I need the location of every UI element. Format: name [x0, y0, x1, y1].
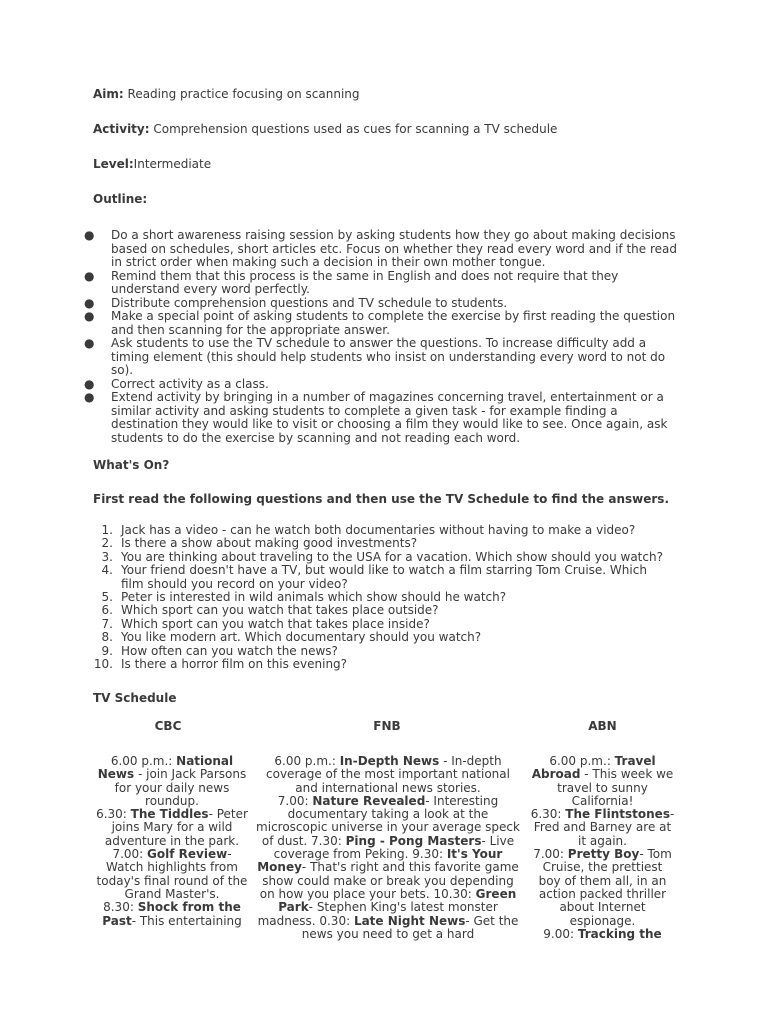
entry-time: 6.30: [530, 807, 566, 822]
entry-time: 9.00: [543, 926, 578, 941]
activity-text: Comprehension questions used as cues for scanning a TV schedule [149, 122, 558, 136]
bullet-icon: ● [84, 309, 95, 323]
question-item: 10. Is there a horror film on this evening? [93, 657, 348, 672]
schedule-column-abn [530, 755, 675, 941]
show-title: The Tiddles [130, 807, 209, 822]
show-title: It's Your Money [257, 847, 503, 875]
outline-item: ● Make a special point of asking students to complete the exercise by first reading the question and then scanning for the appropriate answer. [84, 309, 676, 337]
entry-time: 7.00: [277, 793, 313, 808]
entry-time: 7.00: [112, 847, 148, 862]
show-description: - This week we travel to sunny California! [557, 767, 674, 808]
questions-list [93, 524, 673, 671]
show-description: - Live coverage from Peking. [273, 833, 515, 862]
schedule-column-fnb [253, 755, 523, 941]
entry-time: 10.30: [429, 886, 476, 901]
show-description: - Tom Cruise, the prettiest boy of them all, in an action packed thriller about Internet espionage. [538, 847, 672, 928]
show-description: - Fred and Barney are at it again. [533, 807, 675, 848]
entry-time: 9.30: [408, 847, 447, 862]
show-description: - Watch highlights from today's final round of the Grand Master's. [96, 847, 248, 901]
bullet-icon: ● [84, 295, 95, 310]
show-description: - Peter joins Mary for a wild adventure in the park. [104, 807, 248, 848]
bullet-icon: ● [84, 336, 95, 350]
entry-time: 0.30: [315, 913, 354, 928]
aim-text: Reading practice focusing on scanning [123, 87, 360, 101]
question-item: 3. You are thinking about traveling to the USA for a vacation. Which show should you watch? [101, 549, 663, 564]
question-item: 4. Your friend doesn't have a TV, but would like to watch a film starring Tom Cruise. Which film should you record on your video? [101, 563, 647, 591]
show-title: Nature Revealed [312, 793, 426, 808]
show-description: - Stephen King's latest monster madness. [257, 900, 498, 928]
outline-item: ● Do a short awareness raising session by asking students how they go about making decisions based on schedules, short articles etc. Focus on whether they read every word and if the read in strict order when making such a decision in their own mother tongue. [84, 228, 677, 269]
outline-item: ● Correct activity as a class. [84, 376, 269, 391]
show-title: Travel Abroad [531, 754, 656, 782]
entry-time: 6.00 p.m.: [110, 754, 177, 768]
entry-time: 7.00: [533, 847, 568, 862]
show-title: National News [97, 754, 234, 782]
entry-time: 7.30: [307, 833, 346, 848]
question-item: 2. Is there a show about making good investments? [101, 536, 418, 551]
channel-header-fnb: FNB [373, 719, 401, 733]
question-item: 5. Peter is interested in wild animals which show should he watch? [101, 590, 507, 605]
bullet-icon: ● [84, 228, 95, 242]
instructions-text: First read the following questions and then use the TV Schedule to find the answers. [93, 492, 669, 506]
bullet-icon: ● [84, 268, 95, 283]
channel-header-cbc: CBC [154, 719, 182, 733]
bullet-icon: ● [84, 390, 95, 404]
entry-time: 6.00 p.m.: [274, 754, 340, 768]
whats-on-heading: What's On? [93, 458, 170, 472]
show-description: - In-depth coverage of the most important national and international news stories. [266, 754, 510, 795]
show-title: Golf Review [147, 847, 228, 862]
question-item: 8. You like modern art. Which documentary should you watch? [101, 630, 482, 645]
show-title: The Flintstones [565, 807, 670, 822]
show-description: - That's right and this favorite game show could make or break you depending on how you place your bets. [259, 860, 519, 901]
outline-item: ● Distribute comprehension questions and TV schedule to students. [84, 295, 508, 310]
show-description: - Interesting documentary taking a look at the microscopic universe in your average speck of dust. [256, 793, 520, 848]
level-text: Intermediate [133, 157, 212, 171]
activity-label: Activity: [93, 122, 150, 136]
aim-line [93, 87, 360, 101]
question-item: 6. Which sport can you watch that takes place outside? [101, 603, 439, 618]
show-title: Tracking the [577, 926, 662, 941]
schedule-column-cbc [93, 755, 251, 928]
question-item: 9. How often can you watch the news? [101, 643, 338, 658]
outline-item: ● Remind them that this process is the same in English and does not require that they understand every word perfectly. [84, 268, 619, 296]
entry-time: 6.30: [96, 807, 131, 822]
tv-schedule-heading: TV Schedule [93, 691, 177, 705]
level-label: Level: [93, 157, 134, 171]
aim-label: Aim: [93, 87, 124, 101]
show-title: In-Depth News [339, 754, 440, 768]
show-description: - join Jack Parsons for your daily news roundup. [114, 767, 247, 808]
entry-time: 6.00 p.m.: [549, 754, 615, 768]
entry-time: 8.30: [103, 900, 138, 915]
question-item: 1. Jack has a video - can he watch both documentaries without having to make a video? [101, 523, 636, 537]
show-title: Green Park [278, 886, 517, 915]
bullet-icon: ● [84, 376, 95, 391]
show-description: - Get the news you need to get a hard [301, 913, 519, 941]
show-title: Shock from the Past [102, 900, 241, 928]
show-title: Late Night News [353, 913, 466, 928]
question-item: 7. Which sport can you watch that takes place inside? [101, 616, 430, 631]
show-title: Ping - Pong Masters [345, 833, 482, 848]
level-line [93, 157, 211, 171]
outline-item: ● Ask students to use the TV schedule to answer the questions. To increase difficulty add a timing element (this should help students who insist on understanding every word to not do so). [84, 336, 666, 377]
channel-header-abn: ABN [588, 719, 617, 733]
show-description: - This entertaining [131, 913, 242, 928]
outline-item: ● Extend activity by bringing in a number of magazines concerning travel, entertainment or a similar activity and asking students to complete a given task - for example finding a destination they would like to visit or choosing a film they would like to see. Once again, ask students to do the exercise by scanning and not reading each word. [84, 390, 668, 445]
outline-list [84, 229, 684, 445]
outline-heading: Outline: [93, 192, 148, 206]
activity-line [93, 122, 557, 136]
show-title: Pretty Boy [567, 847, 640, 862]
